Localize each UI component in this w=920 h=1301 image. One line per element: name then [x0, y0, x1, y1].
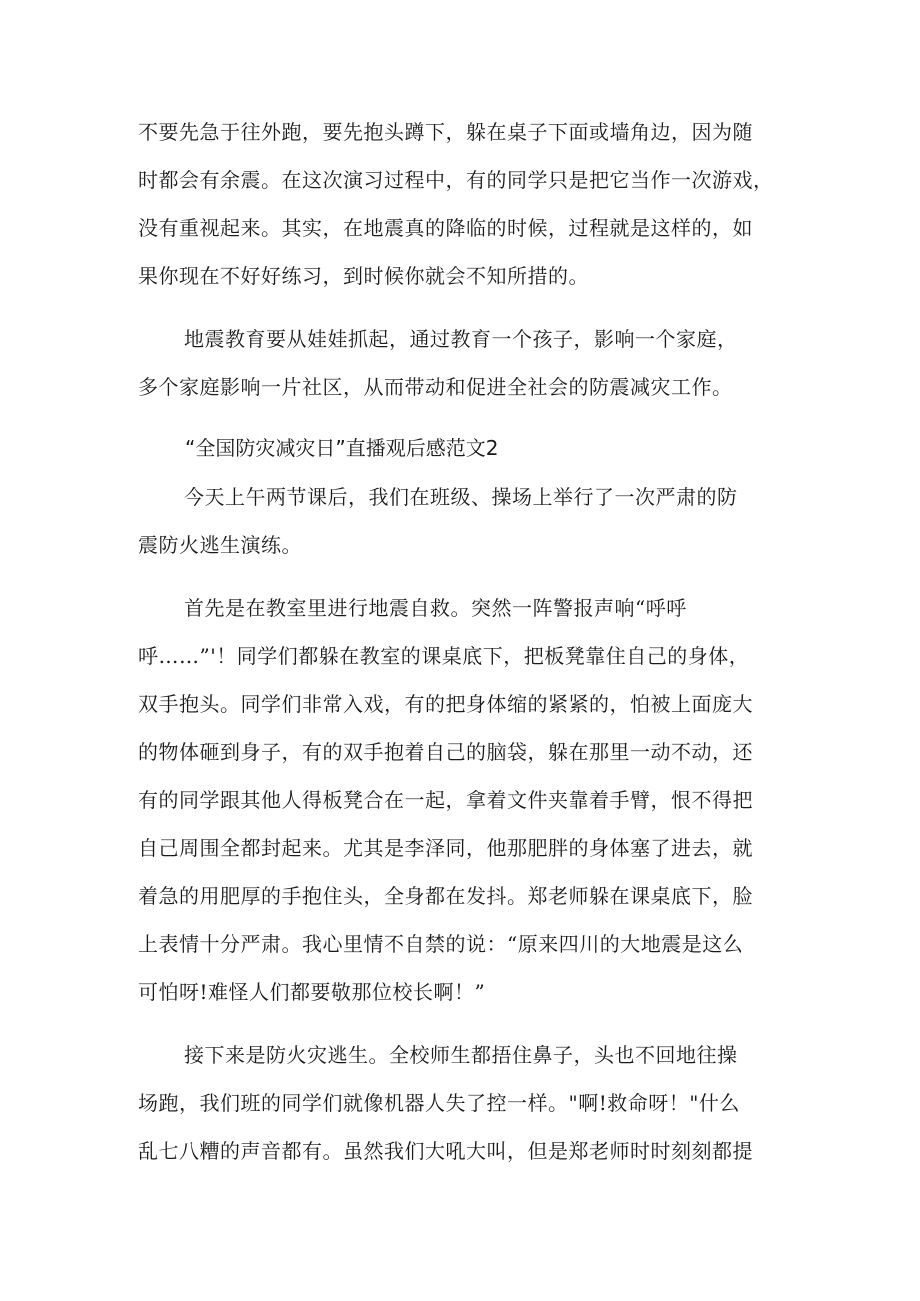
paragraph-line: 没有重视起来。其实，在地震真的降临的时候，过程就是这样的，如 — [138, 216, 753, 240]
paragraph-line: 接下来是防火灾逃生。全校师生都捂住鼻子，头也不回地往操 — [184, 1043, 738, 1067]
paragraph-line: 呼……”'！同学们都躲在教室的课桌底下，把板凳靠住自己的身体， — [138, 644, 750, 668]
paragraph-line: 地震教育要从娃娃抓起，通过教育一个孩子，影响一个家庭， — [184, 327, 738, 351]
paragraph-line: 果你现在不好好练习，到时候你就会不知所措的。 — [138, 264, 589, 288]
paragraph-line: 乱七八糟的声音都有。虽然我们大吼大叫，但是郑老师时时刻刻都提 — [138, 1139, 753, 1163]
paragraph-line: 今天上午两节课后，我们在班级、操场上举行了一次严肃的防 — [184, 485, 738, 509]
section-heading: “全国防灾减灾日”直播观后感范文2 — [185, 436, 499, 460]
paragraph-line: 自己周围全都封起来。尤其是李泽同，他那肥胖的身体塞了进去，就 — [138, 836, 753, 860]
paragraph-line: 多个家庭影响一片社区，从而带动和促进全社会的防震减灾工作。 — [138, 375, 733, 399]
paragraph-line: 的物体砸到身子，有的双手抱着自己的脑袋，躲在那里一动不动，还 — [138, 740, 753, 764]
paragraph-line: 场跑，我们班的同学们就像机器人失了控一样。"啊!救命呀！"什么 — [138, 1091, 740, 1115]
paragraph-line: 可怕呀!难怪人们都要敬那位校长啊！” — [138, 980, 486, 1004]
paragraph-line: 着急的用肥厚的手抱住头，全身都在发抖。郑老师躲在课桌底下，脸 — [138, 884, 753, 908]
paragraph-line: 上表情十分严肃。我心里情不自禁的说：“原来四川的大地震是这么 — [138, 932, 744, 956]
paragraph-line: 首先是在教室里进行地震自救。突然一阵警报声响“呼呼 — [184, 596, 687, 620]
paragraph-line: 有的同学跟其他人得板凳合在一起，拿着文件夹靠着手臂，恨不得把 — [138, 788, 753, 812]
paragraph-line: 时都会有余震。在这次演习过程中，有的同学只是把它当作一次游戏， — [138, 168, 774, 192]
paragraph-line: 不要先急于往外跑，要先抱头蹲下，躲在桌子下面或墙角边，因为随 — [138, 120, 753, 144]
paragraph-line: 震防火逃生演练。 — [138, 533, 302, 557]
paragraph-line: 双手抱头。同学们非常入戏，有的把身体缩的紧紧的，怕被上面庞大 — [138, 692, 753, 716]
